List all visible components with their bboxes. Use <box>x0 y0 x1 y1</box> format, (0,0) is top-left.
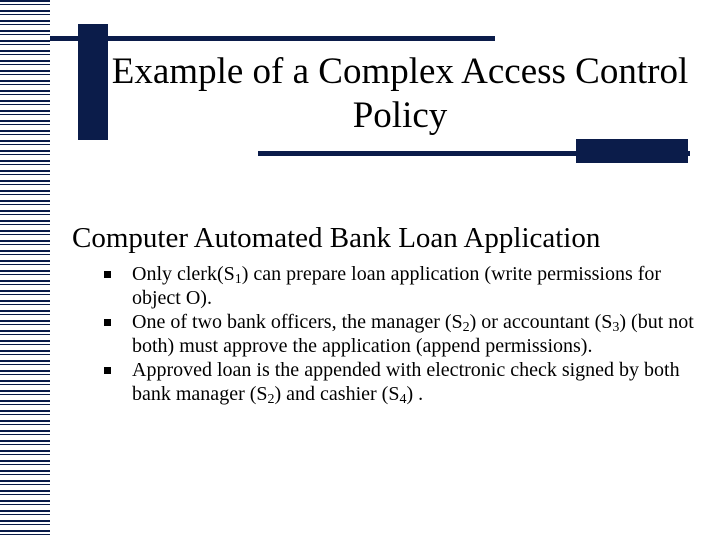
subscript: 2 <box>267 392 275 407</box>
bullet-item <box>104 358 694 406</box>
bullet-item <box>104 310 694 358</box>
bullet-text: One of two bank officers, the manager $(S_2)$ or accountant $(S_3)$ (but not both) must approve the application (append permissions). <box>132 311 694 357</box>
bullet-text: Approved loan is the appended with electronic check signed by both bank manager $(S_2)$ and cashier $(S_4)$ . <box>132 359 680 407</box>
slide-title: Example of a Complex Access Control Policy <box>111 51 689 136</box>
square-bullet-icon <box>104 319 111 326</box>
square-bullet-icon <box>104 271 111 278</box>
square-bullet-icon <box>104 367 111 374</box>
title-left-block <box>78 24 108 140</box>
title-top-bar <box>50 36 495 41</box>
subscript: 2 <box>462 320 470 335</box>
bullet-item <box>104 262 694 310</box>
subscript: 3 <box>612 320 620 335</box>
slide-subtitle: Computer Automated Bank Loan Application <box>72 222 601 254</box>
bullet-list <box>104 262 694 406</box>
bullet-text: Only $clerk(S_1)$ can prepare loan application (write permissions for object O). <box>132 263 662 309</box>
left-stripe-decoration <box>0 0 50 540</box>
subscript: 4 <box>399 392 407 407</box>
title-right-block <box>576 139 688 163</box>
subscript: 1 <box>234 272 242 287</box>
